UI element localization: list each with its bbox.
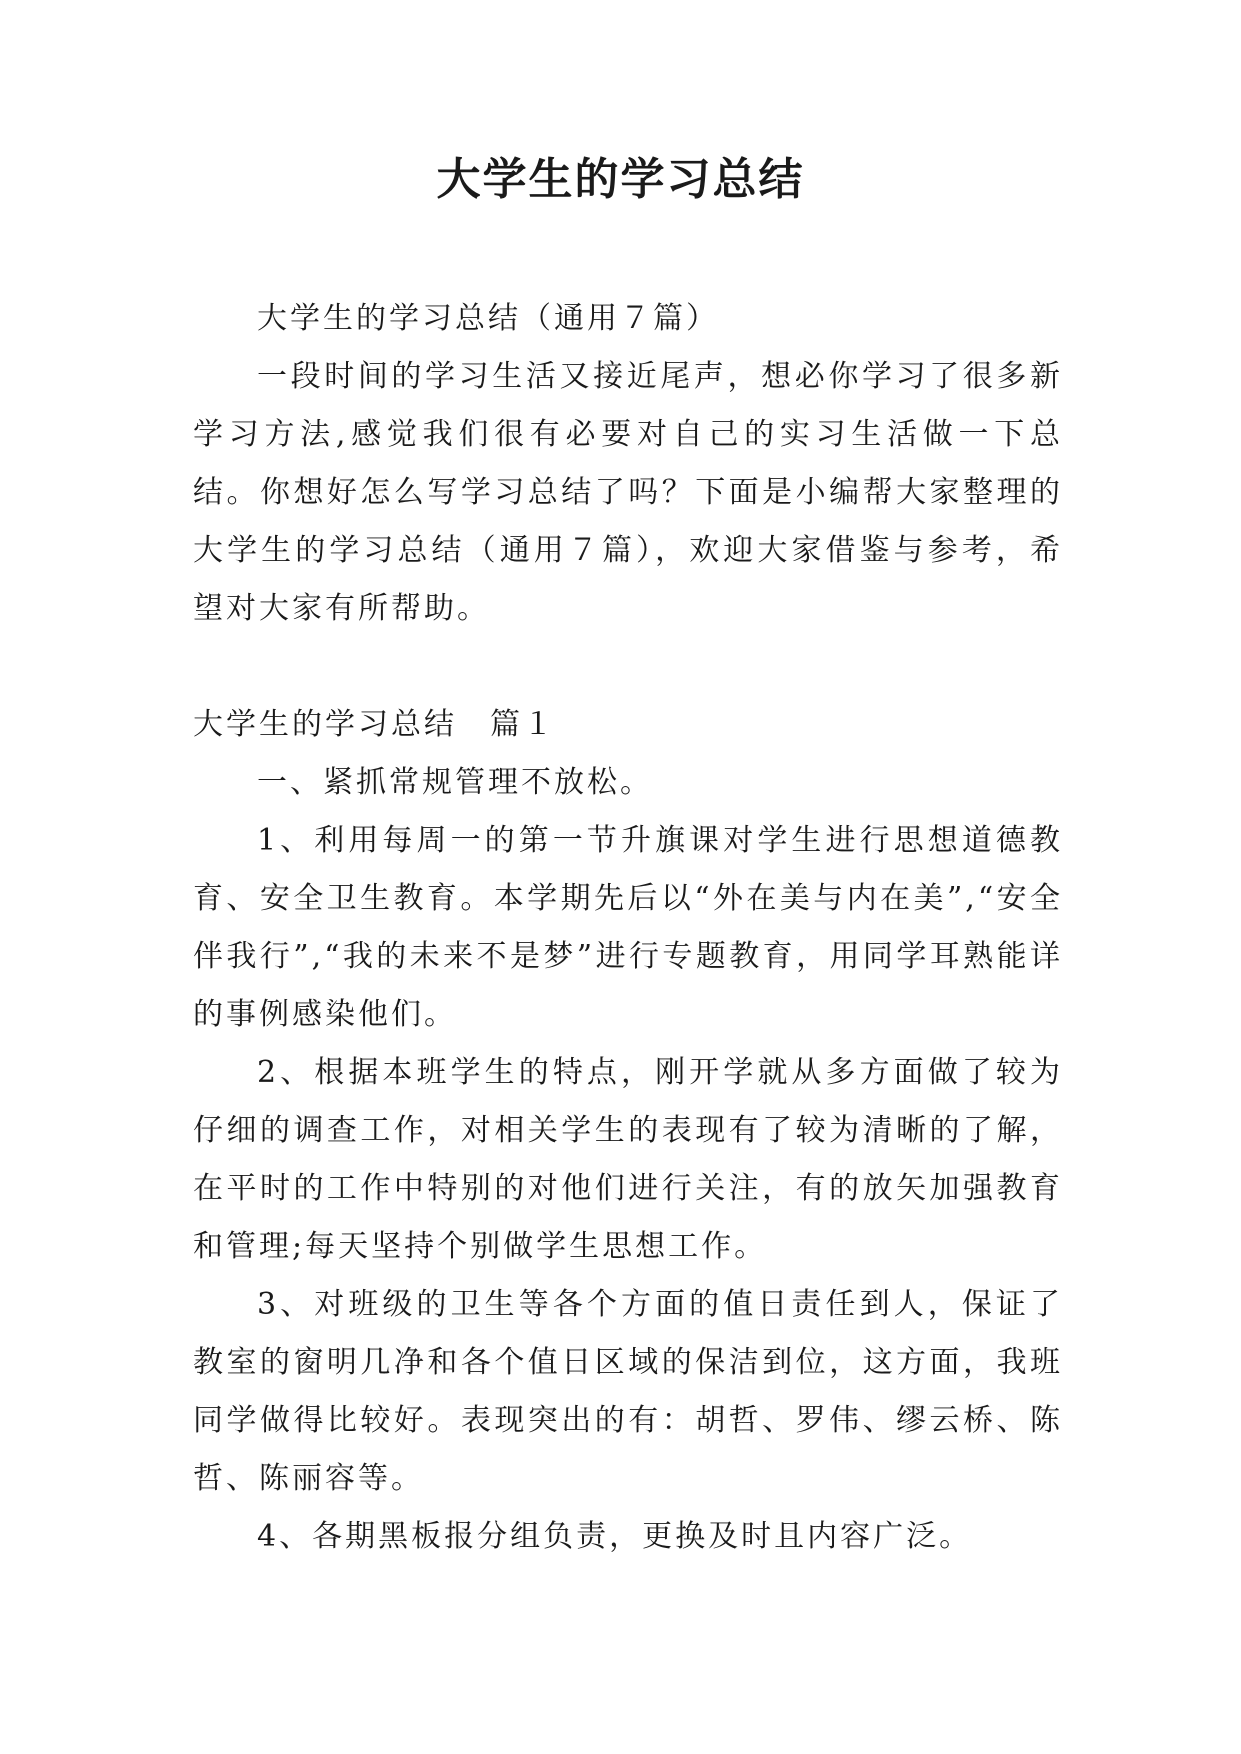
section-paragraph: 1、利用每周一的第一节升旗课对学生进行思想道德教育、安全卫生教育。本学期先后以“外在美与内在美”,“安全伴我行”,“我的未来不是梦”进行专题教育，用同学耳熟能详的事例感染他们。: [193, 823, 1063, 1032]
document-title: 大学生的学习总结: [436, 154, 805, 205]
section-paragraph: 3、对班级的卫生等各个方面的值日责任到人，保证了教室的窗明几净和各个值日区域的保洁到位，这方面，我班同学做得比较好。表现突出的有：胡哲、罗伟、缪云桥、陈哲、陈丽容等。: [193, 1287, 1063, 1496]
section-heading: 大学生的学习总结 篇１: [193, 707, 556, 742]
document-body: [193, 290, 1063, 1566]
document-subtitle: 大学生的学习总结（通用７篇）: [257, 301, 719, 336]
section-paragraph: 一、紧抓常规管理不放松。: [257, 765, 653, 800]
intro-paragraph: 一段时间的学习生活又接近尾声，想必你学习了很多新学习方法,感觉我们很有必要对自己的实习生活做一下总结。你想好怎么写学习总结了吗？下面是小编帮大家整理的大学生的学习总结（通用７篇），欢迎大家借鉴与参考，希望对大家有所帮助。: [193, 359, 1063, 626]
section-paragraph: 2、根据本班学生的特点，刚开学就从多方面做了较为仔细的调查工作，对相关学生的表现有了较为清晰的了解，在平时的工作中特别的对他们进行关注，有的放矢加强教育和管理;每天坚持个别做学生思想工作。: [193, 1055, 1063, 1264]
section-paragraph: 4、各期黑板报分组负责，更换及时且内容广泛。: [257, 1519, 973, 1554]
